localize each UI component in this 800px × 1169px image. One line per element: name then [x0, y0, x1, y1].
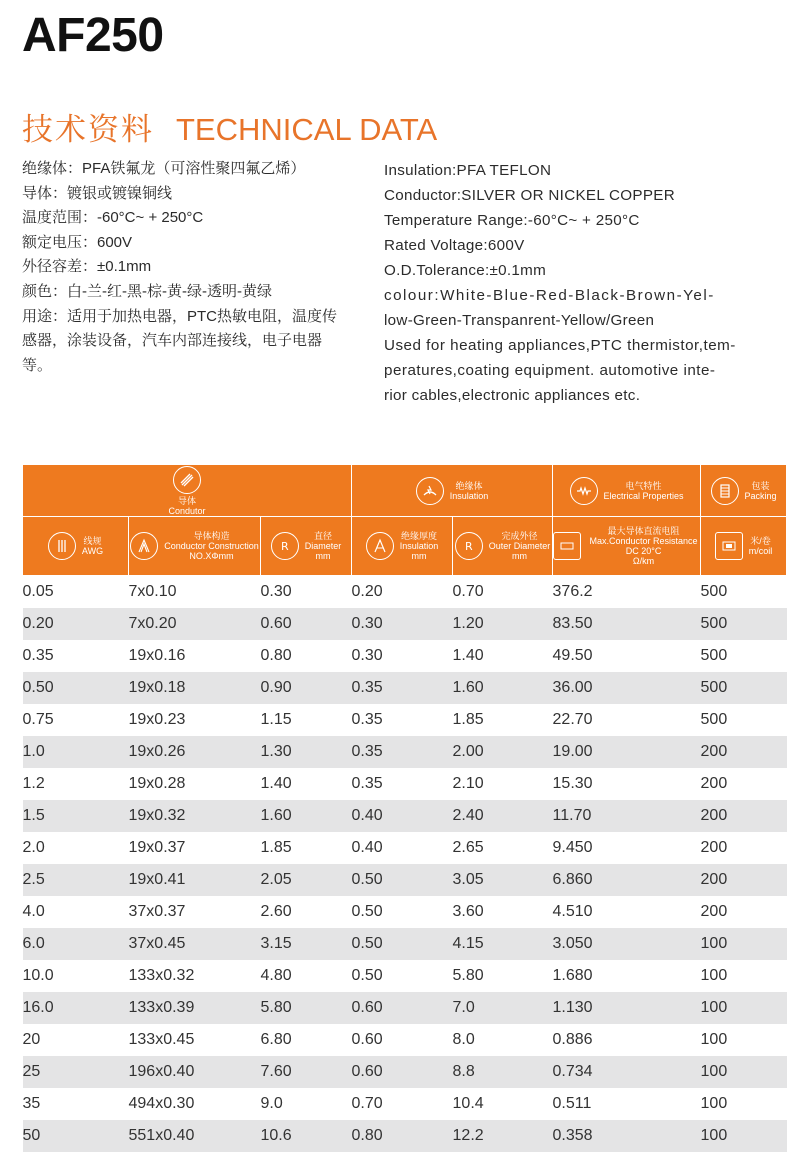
spec-cn-line: 用途：适用于加热电器，PTC热敏电阻，温度传 — [22, 307, 338, 325]
coil-length-icon — [715, 532, 743, 560]
outer-diameter-cell: 5.80 — [453, 960, 553, 992]
outer-diameter-cell: 1.85 — [453, 704, 553, 736]
awg-cell: 16.0 — [23, 992, 129, 1024]
diameter-cell: 6.80 — [261, 1024, 352, 1056]
spec-list-en — [384, 158, 784, 408]
section-title-cn: 技术资料 — [22, 112, 154, 147]
diameter-cell: 1.40 — [261, 768, 352, 800]
spec-en-voltage: Rated Voltage:600V — [384, 237, 525, 254]
column-header-max-resistance — [553, 517, 701, 576]
gauge-wire-icon — [48, 532, 76, 560]
construction-cell: 196x0.40 — [129, 1056, 261, 1088]
insulation-cell: 0.40 — [352, 800, 453, 832]
construction-cell: 551x0.40 — [129, 1120, 261, 1152]
table-row — [23, 608, 787, 640]
diameter-cell: 9.0 — [261, 1088, 352, 1120]
table-row — [23, 736, 787, 768]
outer-diameter-cell: 8.0 — [453, 1024, 553, 1056]
group-header-label: 包装 Packing — [744, 480, 777, 501]
diameter-cell: 4.80 — [261, 960, 352, 992]
construction-cell: 494x0.30 — [129, 1088, 261, 1120]
spec-cn-line: 颜色：白-兰-红-黑-棕-黄-绿-透明-黄绿 — [22, 282, 272, 300]
resistance-cell: 0.511 — [553, 1088, 701, 1120]
diameter-cell: 0.80 — [261, 640, 352, 672]
diameter-cell: 2.60 — [261, 896, 352, 928]
awg-cell: 0.35 — [23, 640, 129, 672]
spec-en-usage: peratures,coating equipment. automotive inte- — [384, 362, 716, 379]
table-row — [23, 896, 787, 928]
table-row — [23, 1024, 787, 1056]
awg-cell: 2.5 — [23, 864, 129, 896]
outer-diameter-cell: 1.40 — [453, 640, 553, 672]
awg-cell: 4.0 — [23, 896, 129, 928]
construction-cell: 133x0.32 — [129, 960, 261, 992]
insulation-cell: 0.40 — [352, 832, 453, 864]
resistor-icon — [570, 477, 598, 505]
insulation-cell: 0.70 — [352, 1088, 453, 1120]
resistance-cell: 15.30 — [553, 768, 701, 800]
spec-en-temperature: Temperature Range:-60°C~ + 250°C — [384, 212, 640, 229]
column-header-diameter — [261, 517, 352, 576]
coil-cell: 500 — [701, 672, 787, 704]
group-header-electrical — [553, 465, 701, 517]
coil-cell: 200 — [701, 864, 787, 896]
diameter-cell: 2.05 — [261, 864, 352, 896]
table-row — [23, 640, 787, 672]
outer-diameter-cell: 2.00 — [453, 736, 553, 768]
resistance-cell: 83.50 — [553, 608, 701, 640]
group-header-insulation — [352, 465, 553, 517]
outer-diameter-cell: 0.70 — [453, 576, 553, 609]
group-header-packing — [701, 465, 787, 517]
resistance-cell: 22.70 — [553, 704, 701, 736]
column-header-label: 导体构造 Conductor Construction NO.XΦmm — [164, 531, 259, 561]
coil-cell: 100 — [701, 992, 787, 1024]
coil-cell: 200 — [701, 768, 787, 800]
coil-cell: 500 — [701, 608, 787, 640]
table-body — [23, 576, 787, 1153]
coil-cell: 200 — [701, 832, 787, 864]
column-header-construction — [129, 517, 261, 576]
insulation-cell: 0.50 — [352, 928, 453, 960]
spec-cn-line: 导体：镀银或镀镍铜线 — [22, 184, 173, 202]
resistance-cell: 9.450 — [553, 832, 701, 864]
table-row — [23, 1056, 787, 1088]
construction-cell: 19x0.23 — [129, 704, 261, 736]
construction-cell: 7x0.20 — [129, 608, 261, 640]
resistance-cell: 1.680 — [553, 960, 701, 992]
spec-cn-line: 等。 — [22, 356, 53, 374]
insulation-icon — [416, 477, 444, 505]
model-title: AF250 — [22, 9, 164, 62]
awg-cell: 35 — [23, 1088, 129, 1120]
coil-cell: 500 — [701, 576, 787, 609]
column-header-label: 线规 AWG — [81, 536, 104, 556]
resistance-cell: 0.886 — [553, 1024, 701, 1056]
construction-cell: 133x0.39 — [129, 992, 261, 1024]
awg-cell: 2.0 — [23, 832, 129, 864]
insulation-cell: 0.60 — [352, 1024, 453, 1056]
coil-cell: 100 — [701, 1120, 787, 1152]
outer-diameter-cell: 12.2 — [453, 1120, 553, 1152]
outer-diameter-cell: 2.40 — [453, 800, 553, 832]
group-header-label: 导体 Condutor — [168, 495, 206, 516]
column-header-coil-length — [701, 517, 787, 576]
awg-cell: 6.0 — [23, 928, 129, 960]
spec-cn-line: 额定电压：600V — [22, 233, 133, 251]
coil-cell: 100 — [701, 960, 787, 992]
spec-cn-line: 外径容差：±0.1mm — [22, 258, 152, 276]
group-header-conductor — [23, 465, 352, 517]
diameter-r-icon — [271, 532, 299, 560]
coil-cell: 100 — [701, 928, 787, 960]
resistance-cell: 19.00 — [553, 736, 701, 768]
svg-text:R: R — [280, 540, 289, 553]
awg-cell: 1.2 — [23, 768, 129, 800]
section-title-en: TECHNICAL DATA — [176, 112, 438, 147]
insulation-cell: 0.50 — [352, 960, 453, 992]
table-row — [23, 704, 787, 736]
column-header-label: 直径 Diameter mm — [304, 531, 342, 561]
column-header-label: 绝缘厚度 Insulation mm — [399, 531, 439, 561]
resistance-cell: 0.734 — [553, 1056, 701, 1088]
resistance-cell: 376.2 — [553, 576, 701, 609]
coil-cell: 200 — [701, 800, 787, 832]
spec-en-colour: low-Green-Transpanrent-Yellow/Green — [384, 312, 655, 329]
spec-en-insulation: Insulation:PFA TEFLON — [384, 162, 552, 179]
spec-en-usage: rior cables,electronic appliances etc. — [384, 387, 641, 404]
outer-diameter-cell: 4.15 — [453, 928, 553, 960]
table-row — [23, 960, 787, 992]
coil-cell: 200 — [701, 736, 787, 768]
awg-cell: 20 — [23, 1024, 129, 1056]
table-row — [23, 928, 787, 960]
spec-cn-line: 温度范围：-60°C~ + 250°C — [22, 209, 204, 227]
table-row — [23, 768, 787, 800]
awg-cell: 1.5 — [23, 800, 129, 832]
awg-cell: 10.0 — [23, 960, 129, 992]
column-header-awg — [23, 517, 129, 576]
outer-diameter-r-icon — [455, 532, 483, 560]
diameter-cell: 1.60 — [261, 800, 352, 832]
coil-cell: 100 — [701, 1088, 787, 1120]
table-group-header-row — [23, 465, 787, 517]
insulation-cell: 0.35 — [352, 672, 453, 704]
spec-en-usage: Used for heating appliances,PTC thermistor,tem- — [384, 337, 736, 354]
construction-cell: 19x0.32 — [129, 800, 261, 832]
awg-cell: 0.20 — [23, 608, 129, 640]
insulation-thickness-icon — [366, 532, 394, 560]
awg-cell: 25 — [23, 1056, 129, 1088]
column-header-outer-diameter — [453, 517, 553, 576]
spec-cn-line: 感器，涂装设备，汽车内部连接线，电子电器 — [22, 332, 323, 350]
table-row — [23, 576, 787, 609]
column-header-label: 完成外径 Outer Diameter mm — [488, 531, 551, 561]
svg-text:R: R — [464, 540, 473, 553]
construction-cell: 19x0.18 — [129, 672, 261, 704]
diameter-cell: 10.6 — [261, 1120, 352, 1152]
diameter-cell: 1.30 — [261, 736, 352, 768]
table-column-header-row — [23, 517, 787, 576]
section-title — [22, 104, 437, 149]
coil-cell: 100 — [701, 1056, 787, 1088]
coil-cell: 100 — [701, 1024, 787, 1056]
insulation-cell: 0.80 — [352, 1120, 453, 1152]
coil-cell: 500 — [701, 704, 787, 736]
awg-cell: 0.50 — [23, 672, 129, 704]
spec-cn-line: 绝缘体：PFA铁氟龙（可溶性聚四氟乙烯） — [22, 160, 306, 177]
outer-diameter-cell: 2.65 — [453, 832, 553, 864]
insulation-cell: 0.50 — [352, 896, 453, 928]
table-row — [23, 1120, 787, 1152]
conductor-icon — [173, 466, 201, 494]
resistance-cell: 3.050 — [553, 928, 701, 960]
outer-diameter-cell: 7.0 — [453, 992, 553, 1024]
outer-diameter-cell: 8.8 — [453, 1056, 553, 1088]
table-row — [23, 800, 787, 832]
column-header-label: 最大导体直流电阻 Max.Conductor Resistance DC 20°C Ω/km — [589, 526, 698, 566]
resistance-cell: 4.510 — [553, 896, 701, 928]
insulation-cell: 0.60 — [352, 992, 453, 1024]
insulation-cell: 0.60 — [352, 1056, 453, 1088]
outer-diameter-cell: 3.05 — [453, 864, 553, 896]
construction-cell: 19x0.16 — [129, 640, 261, 672]
technical-data-table — [22, 464, 787, 1152]
table-row — [23, 1088, 787, 1120]
outer-diameter-cell: 3.60 — [453, 896, 553, 928]
spool-icon — [711, 477, 739, 505]
resistance-cell: 0.358 — [553, 1120, 701, 1152]
group-header-label: 绝缘体 Insulation — [449, 480, 489, 501]
construction-cell: 19x0.37 — [129, 832, 261, 864]
insulation-cell: 0.30 — [352, 608, 453, 640]
insulation-cell: 0.20 — [352, 576, 453, 609]
diameter-cell: 0.90 — [261, 672, 352, 704]
awg-cell: 0.75 — [23, 704, 129, 736]
outer-diameter-cell: 1.20 — [453, 608, 553, 640]
diameter-cell: 1.15 — [261, 704, 352, 736]
group-header-label: 电气特性 Electrical Properties — [603, 480, 684, 501]
awg-cell: 50 — [23, 1120, 129, 1152]
construction-cell: 19x0.26 — [129, 736, 261, 768]
construction-cell: 7x0.10 — [129, 576, 261, 609]
insulation-cell: 0.35 — [352, 768, 453, 800]
diameter-cell: 1.85 — [261, 832, 352, 864]
outer-diameter-cell: 2.10 — [453, 768, 553, 800]
awg-cell: 1.0 — [23, 736, 129, 768]
outer-diameter-cell: 1.60 — [453, 672, 553, 704]
diameter-cell: 0.30 — [261, 576, 352, 609]
table-row — [23, 992, 787, 1024]
awg-cell: 0.05 — [23, 576, 129, 609]
diameter-cell: 3.15 — [261, 928, 352, 960]
max-resistance-icon — [553, 532, 581, 560]
spec-en-conductor: Conductor:SILVER OR NICKEL COPPER — [384, 187, 675, 204]
table-row — [23, 864, 787, 896]
diameter-cell: 5.80 — [261, 992, 352, 1024]
construction-cell: 19x0.28 — [129, 768, 261, 800]
construction-cell: 19x0.41 — [129, 864, 261, 896]
resistance-cell: 1.130 — [553, 992, 701, 1024]
construction-cell: 133x0.45 — [129, 1024, 261, 1056]
construction-cell: 37x0.37 — [129, 896, 261, 928]
diameter-cell: 0.60 — [261, 608, 352, 640]
column-header-label: 米/卷 m/coil — [748, 536, 773, 556]
table-row — [23, 672, 787, 704]
spec-list-cn — [22, 157, 362, 378]
table-row — [23, 832, 787, 864]
construction-cell: 37x0.45 — [129, 928, 261, 960]
insulation-cell: 0.30 — [352, 640, 453, 672]
coil-cell: 500 — [701, 640, 787, 672]
insulation-cell: 0.35 — [352, 736, 453, 768]
diameter-cell: 7.60 — [261, 1056, 352, 1088]
strand-icon — [130, 532, 158, 560]
insulation-cell: 0.35 — [352, 704, 453, 736]
insulation-cell: 0.50 — [352, 864, 453, 896]
spec-en-tolerance: O.D.Tolerance:±0.1mm — [384, 262, 547, 279]
resistance-cell: 11.70 — [553, 800, 701, 832]
column-header-insulation-thickness — [352, 517, 453, 576]
resistance-cell: 36.00 — [553, 672, 701, 704]
resistance-cell: 49.50 — [553, 640, 701, 672]
resistance-cell: 6.860 — [553, 864, 701, 896]
outer-diameter-cell: 10.4 — [453, 1088, 553, 1120]
spec-en-colour: colour:White-Blue-Red-Black-Brown-Yel- — [384, 287, 715, 304]
coil-cell: 200 — [701, 896, 787, 928]
